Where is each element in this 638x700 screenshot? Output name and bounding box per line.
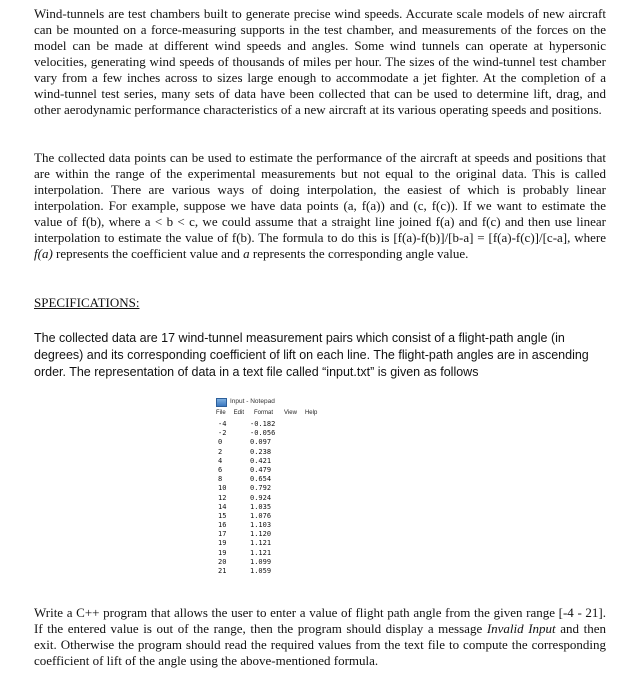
interpolation-paragraph [34,150,606,262]
coefficient-value: 0.792 [250,484,272,493]
angle-value: 4 [218,456,223,465]
menu-file[interactable]: File [216,410,226,416]
specifications-paragraph: The collected data are 17 wind-tunnel measurement pairs which consist of a flight-path angle (in degrees) and its corresponding coefficient of lift on each line. The flight-path angles are in ascending order. The representation of data in a text file called “input.txt” is given as follows [34,331,589,379]
coefficient-value: 0.097 [250,438,272,447]
angle-value: 17 [218,530,227,539]
data-row [218,494,384,503]
data-row [218,558,384,567]
data-row [218,539,384,548]
task-text: Write a C++ program that allows the user to enter a value of flight path angle from the given range [-4 - 21]. If the entered value is out of the range, then the program should display a message [34,605,606,636]
angle-value: 6 [218,465,223,474]
angle-value: 2 [218,447,223,456]
data-row [218,429,384,438]
data-row [218,438,384,447]
interpolation-text-2: represents the coefficient value and [52,246,244,261]
notepad-text-area[interactable] [214,419,384,576]
fa-variable: f(a) [34,246,53,261]
angle-value: -2 [218,429,227,438]
coefficient-value: -0.182 [250,420,276,428]
coefficient-value: 1.076 [250,511,272,520]
coefficient-value: 1.121 [250,548,272,557]
data-row [218,503,384,512]
specifications-heading: SPECIFICATIONS: [34,295,140,310]
angle-value: 19 [218,539,227,548]
data-row [218,567,384,576]
coefficient-value: 1.120 [250,530,272,539]
angle-value: 20 [218,557,227,566]
coefficient-value: 0.924 [250,493,272,502]
intro-paragraph: Wind-tunnels are test chambers built to generate precise wind speeds. Accurate scale models of new aircraft can be mounted on a force-measuring supports in the test chamber, and measurements of the forces on the model can be made at different wind speeds and angles. Some wind tunnels can operate at hypersonic velocities, generating wind speeds of thousands of miles per hour. The sizes of the wind-tunnel test chamber vary from a few inches across to sizes large enough to accommodate a jet fighter. At the completion of a wind-tunnel test series, many sets of data have been collected that can be used to determine lift, drag, and other aerodynamic performance characteristics of a new aircraft at its various operating speeds and positions. [34,6,606,117]
a-variable: a [243,246,250,261]
data-row [218,466,384,475]
data-row [218,521,384,530]
menu-format[interactable]: Format [254,410,274,416]
data-row [218,420,384,429]
angle-value: 15 [218,511,227,520]
data-row [218,475,384,484]
data-row [218,448,384,457]
coefficient-value: 0.479 [250,465,272,474]
coefficient-value: 0.238 [250,447,272,456]
coefficient-value: 1.035 [250,502,272,511]
data-row [218,512,384,521]
task-text-2: and then exit. Otherwise the program should read the required values from the text file to compute the corresponding coefficient of lift of the angle using the above-mentioned formula. [34,621,606,668]
task-paragraph [34,605,606,669]
notepad-icon [216,398,227,407]
menu-edit[interactable]: Edit [233,410,245,416]
coefficient-value: 0.654 [250,475,272,484]
coefficient-value: 1.103 [250,521,272,530]
data-row [218,549,384,558]
angle-value: 16 [218,521,227,530]
coefficient-value: 1.099 [250,557,272,566]
menu-help[interactable]: Help [304,410,318,416]
angle-value: 10 [218,484,227,493]
angle-value: 21 [218,567,227,575]
angle-value: 14 [218,502,227,511]
coefficient-value: -0.056 [250,429,276,438]
coefficient-value: 0.421 [250,456,272,465]
angle-value: 19 [218,548,227,557]
angle-value: 12 [218,493,227,502]
menu-view[interactable]: View [284,410,297,416]
data-row [218,457,384,466]
invalid-input-text: Invalid Input [486,621,556,636]
coefficient-value: 1.059 [250,567,272,575]
notepad-menubar [214,408,384,419]
data-row [218,484,384,493]
notepad-titlebar [214,396,384,408]
notepad-screenshot [214,396,384,590]
interpolation-text: The collected data points can be used to estimate the performance of the aircraft at speeds and positions that are within the range of the experimental measurements but not equal to the original data. This is called interpolation. There are various ways of doing interpolation, the easiest of which is probably linear interpolation. For example, suppose we have data points (a, f(a)) and (c, f(c)). If we want to estimate the value of f(b), where a < b < c, we could assume that a straight line joined f(a) and f(c) and then use linear interpolation to estimate the value of f(b). The formula to do this is [f(a)-f(b)]/[b-a] = [f(a)-f(c)]/[c-a], where [34,150,606,245]
interpolation-text-3: represents the corresponding angle value. [249,246,469,261]
data-row [218,530,384,539]
coefficient-value: 1.121 [250,539,272,548]
angle-value: 0 [218,438,223,447]
angle-value: -4 [218,420,227,428]
notepad-title: Input - Notepad [230,398,275,405]
angle-value: 8 [218,475,223,484]
